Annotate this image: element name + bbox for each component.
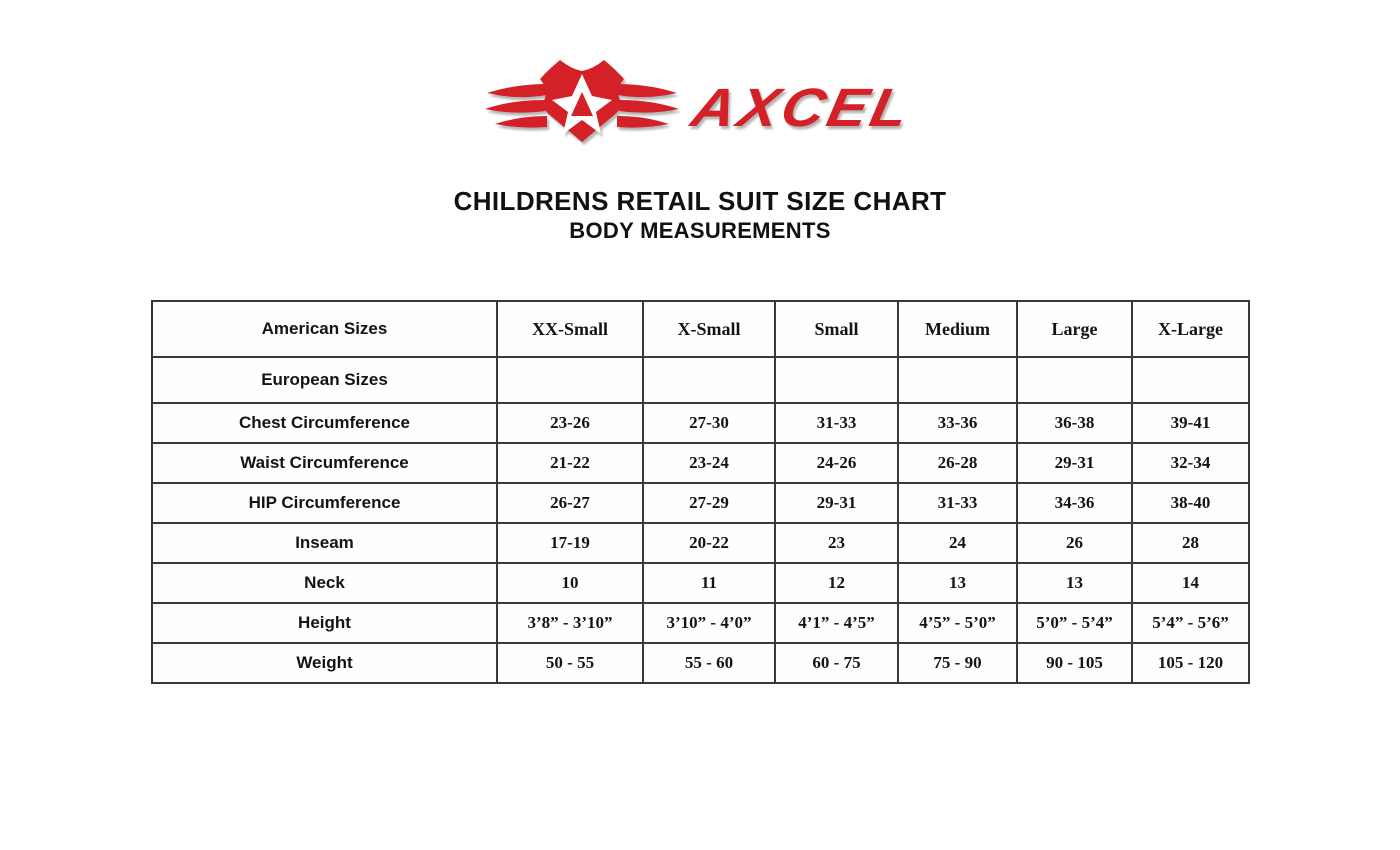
table-cell: 11 — [643, 563, 775, 603]
table-cell: 24-26 — [775, 443, 898, 483]
table-cell: 23-24 — [643, 443, 775, 483]
column-header: Medium — [898, 301, 1017, 357]
table-cell: 27-30 — [643, 403, 775, 443]
table-cell: 29-31 — [775, 483, 898, 523]
row-label: Inseam — [152, 523, 497, 563]
column-header: X-Small — [643, 301, 775, 357]
table-cell: 14 — [1132, 563, 1249, 603]
table-cell: 23-26 — [497, 403, 643, 443]
page-title: CHILDRENS RETAIL SUIT SIZE CHART — [453, 186, 947, 216]
table-cell: 75 - 90 — [898, 643, 1017, 683]
column-header: XX-Small — [497, 301, 643, 357]
table-row-waist — [152, 443, 1249, 483]
table-cell: 29-31 — [1017, 443, 1132, 483]
size-chart-table — [151, 300, 1250, 684]
table-cell: 34-36 — [1017, 483, 1132, 523]
table-cell: 33-36 — [898, 403, 1017, 443]
table-cell — [1132, 357, 1249, 403]
table-cell: 32-34 — [1132, 443, 1249, 483]
winged-shield-star-icon — [485, 50, 915, 146]
table-cell: 3’10” - 4’0” — [643, 603, 775, 643]
table-row-american-sizes — [152, 301, 1249, 357]
column-header: Small — [775, 301, 898, 357]
table-row-hip — [152, 483, 1249, 523]
table-cell: 26 — [1017, 523, 1132, 563]
brand-wordmark: AXCEL — [686, 77, 898, 138]
table-row-inseam — [152, 523, 1249, 563]
row-label: Waist Circumference — [152, 443, 497, 483]
row-label: Weight — [152, 643, 497, 683]
table-cell: 5’4” - 5’6” — [1132, 603, 1249, 643]
brand-logo — [485, 50, 915, 146]
table-cell: 17-19 — [497, 523, 643, 563]
table-cell: 31-33 — [898, 483, 1017, 523]
table-cell: 4’5” - 5’0” — [898, 603, 1017, 643]
table-cell: 50 - 55 — [497, 643, 643, 683]
table-cell: 39-41 — [1132, 403, 1249, 443]
table-cell: 23 — [775, 523, 898, 563]
row-label: Height — [152, 603, 497, 643]
table-cell: 10 — [497, 563, 643, 603]
table-cell: 105 - 120 — [1132, 643, 1249, 683]
table-cell — [497, 357, 643, 403]
table-cell: 21-22 — [497, 443, 643, 483]
column-header: X-Large — [1132, 301, 1249, 357]
column-header: Large — [1017, 301, 1132, 357]
table-row-european-sizes — [152, 357, 1249, 403]
table-cell — [643, 357, 775, 403]
table-cell: 38-40 — [1132, 483, 1249, 523]
table-row-neck — [152, 563, 1249, 603]
table-cell: 28 — [1132, 523, 1249, 563]
table-cell: 26-28 — [898, 443, 1017, 483]
table-row-height — [152, 603, 1249, 643]
table-cell: 13 — [1017, 563, 1132, 603]
row-label: Neck — [152, 563, 497, 603]
table-row-chest — [152, 403, 1249, 443]
table-cell: 13 — [898, 563, 1017, 603]
table-cell: 20-22 — [643, 523, 775, 563]
table-cell: 90 - 105 — [1017, 643, 1132, 683]
table-row-weight — [152, 643, 1249, 683]
table-cell: 12 — [775, 563, 898, 603]
table-cell: 26-27 — [497, 483, 643, 523]
table-cell: 60 - 75 — [775, 643, 898, 683]
table-cell: 24 — [898, 523, 1017, 563]
row-label: Chest Circumference — [152, 403, 497, 443]
table-cell — [775, 357, 898, 403]
row-label: European Sizes — [152, 357, 497, 403]
table-cell: 27-29 — [643, 483, 775, 523]
page-subtitle: BODY MEASUREMENTS — [569, 218, 831, 243]
table-cell: 3’8” - 3’10” — [497, 603, 643, 643]
table-cell: 36-38 — [1017, 403, 1132, 443]
table-cell: 5’0” - 5’4” — [1017, 603, 1132, 643]
table-cell: 4’1” - 4’5” — [775, 603, 898, 643]
table-cell — [898, 357, 1017, 403]
row-label: HIP Circumference — [152, 483, 497, 523]
table-cell — [1017, 357, 1132, 403]
table-cell: 31-33 — [775, 403, 898, 443]
table-cell: 55 - 60 — [643, 643, 775, 683]
row-label: American Sizes — [152, 301, 497, 357]
